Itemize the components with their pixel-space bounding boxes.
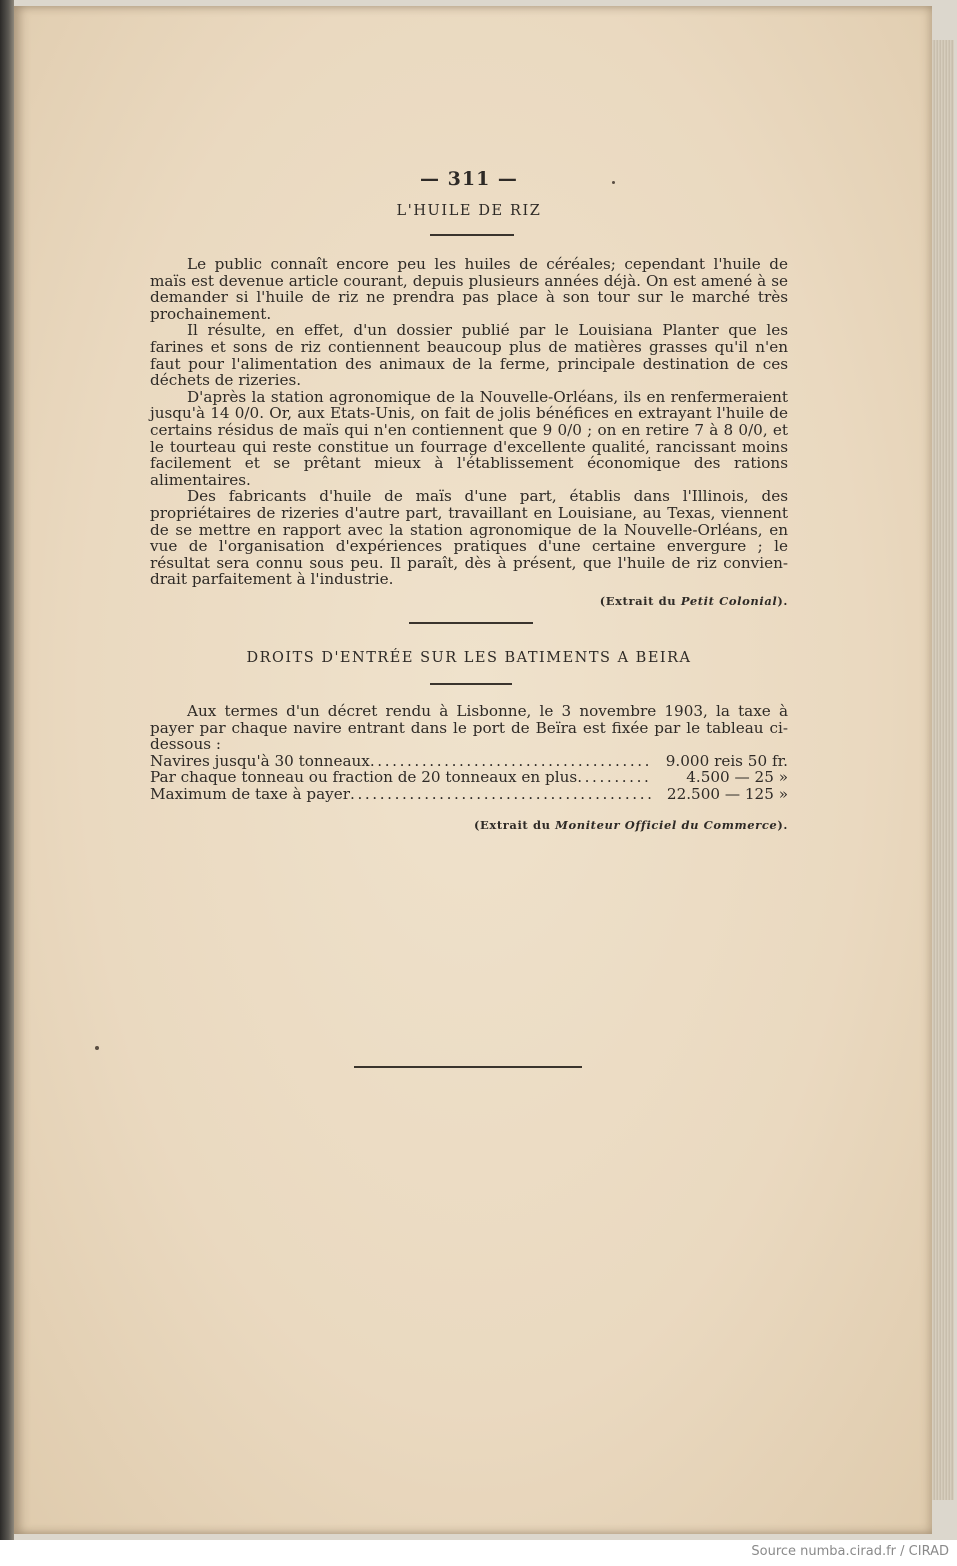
tax-row-value: 22.500 — 125 »: [666, 784, 788, 803]
end-rule: [354, 1066, 582, 1068]
paragraph: Des fabricants d'huile de maïs d'une part, établis dans l'Illinois, des propriétaires de rizeries d'autre part, travaillant en Louisiane, au Texas, viennent de se mettre en rapport avec la station agronomique de la Nouvelle-Orléans, en vue de l'organisation d'expériences pratiques d'une certaine envergure ; le résultat sera connu sous peu. Il paraît, dès à présent, que l'huile de riz convien-drait parfaitement à l'industrie.: [150, 487, 788, 589]
paragraph: Il résulte, en effet, d'un dossier publié par le Louisiana Planter que les farines et sons de riz contiennent beaucoup plus de matières grasses qu'il n'en faut pour l'alimentation des animaux de la ferme, principale destination de ces déchets de rizeries.: [150, 321, 788, 390]
tax-row: [150, 786, 788, 803]
tax-row-label: Navires jusqu'à 30 tonneaux: [150, 751, 370, 770]
paragraph: D'après la station agronomique de la Nouvelle-Orléans, ils en renfermeraient jusqu'à 14 0/0. Or, aux Etats-Unis, on fait de jolis bénéfices en extrayant l'huile de certains résidus de maïs qui n'en contiennent que 9 0/0 ; on en retire 7 à 8 0/0, et le tourteau qui reste constitue un fourrage d'excellente qualité, rancissant moins facilement et se prêtant mieux à l'établissement économique des rations alimentaires.: [150, 387, 788, 489]
credit-prefix: (Extrait du: [473, 818, 551, 832]
credit-publication: Petit Colonial: [680, 594, 778, 608]
article-body: [150, 256, 788, 588]
section-divider: [409, 622, 533, 624]
credit-suffix: ).: [777, 818, 788, 832]
ink-speck: [95, 1046, 99, 1050]
credit-suffix: ).: [777, 594, 788, 608]
tax-row-label: Par chaque tonneau ou fraction de 20 tonneaux en plus: [150, 768, 578, 787]
tax-row: [150, 769, 788, 786]
paragraph: Aux termes d'un décret rendu à Lisbonne, le 3 novembre 1903, la taxe à payer par chaque navire entrant dans le port de Beïra est fixée par le tableau ci-dessous :: [150, 702, 788, 754]
title-underline: [430, 234, 514, 236]
title-underline: [430, 683, 512, 685]
credit-publication: Moniteur Officiel du Commerce: [555, 818, 778, 832]
tax-row: [150, 753, 788, 770]
article-title: L'HUILE DE RIZ: [396, 203, 542, 219]
source-attribution: Source numba.cirad.fr / CIRAD: [751, 1544, 949, 1559]
dot-leader: [370, 753, 652, 770]
page-stack-edge: [932, 40, 954, 1500]
article-title: DROITS D'ENTRÉE SUR LES BATIMENTS A BEIRA: [246, 650, 692, 666]
article-body: [150, 703, 788, 803]
credit-prefix: (Extrait du: [599, 594, 677, 608]
tax-row-value: 4.500 — 25 »: [686, 768, 788, 787]
dot-leader: [350, 786, 652, 803]
source-credit: [150, 594, 788, 608]
page-number: — 311 —: [420, 168, 518, 190]
paragraph: Le public connaît encore peu les huiles de céréales; cependant l'huile de maïs est devenue article courant, depuis plusieurs années déjà. On est amené à se demander si l'huile de riz ne prendra pas place à son tour sur le marché très prochainement.: [150, 255, 788, 323]
tax-row-value: 9.000 reis 50 fr.: [665, 751, 788, 770]
binding-edge: [0, 0, 14, 1540]
dot-leader: [577, 769, 652, 786]
tax-row-label: Maximum de taxe à payer: [150, 784, 351, 803]
source-credit: [150, 818, 788, 832]
